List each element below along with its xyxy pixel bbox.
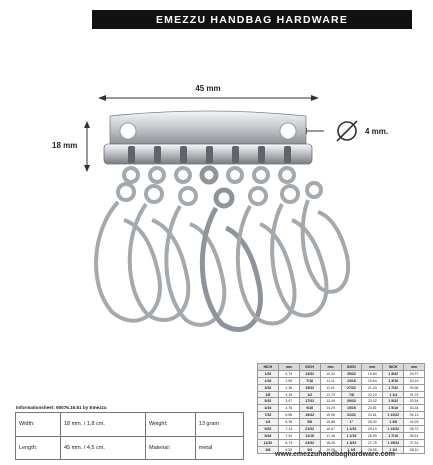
conversion-cell: 1 3/32 <box>341 439 362 446</box>
conversion-cell: 7,94 <box>278 432 299 439</box>
conversion-row <box>258 419 425 426</box>
conversion-cell: 0,79 <box>278 370 299 377</box>
conversion-header-cell: INCH <box>383 364 404 371</box>
conversion-cell: 1 7/32 <box>383 384 404 391</box>
conversion-cell: 1 9/32 <box>383 398 404 405</box>
conversion-header-cell: INCH <box>258 364 279 371</box>
conversion-row <box>258 391 425 398</box>
info-row <box>16 436 244 460</box>
conversion-cell: 5/16 <box>258 432 279 439</box>
conversion-cell: 1 7/16 <box>383 432 404 439</box>
conversion-cell: 7/8 <box>341 391 362 398</box>
conversion-cell: 11/16 <box>299 432 320 439</box>
conversion-cell: 25,40 <box>362 419 383 426</box>
key-hooks <box>96 168 348 330</box>
width-dimension <box>98 84 319 101</box>
conversion-cell: 26,19 <box>362 426 383 433</box>
conversion-cell: 33,34 <box>404 405 425 412</box>
conversion-cell: 3/8 <box>258 446 279 453</box>
conversion-cell: 14,29 <box>320 405 341 412</box>
conversion-cell: 1/8 <box>258 391 279 398</box>
product-illustration <box>0 30 433 360</box>
conversion-cell: 1,59 <box>278 377 299 384</box>
conversion-cell: 1/2 <box>299 391 320 398</box>
conversion-cell: 3/16 <box>258 405 279 412</box>
conversion-table <box>257 363 425 454</box>
conversion-cell: 3/32 <box>258 384 279 391</box>
conversion-header-cell: mm <box>362 364 383 371</box>
conversion-cell: 21/32 <box>299 426 320 433</box>
brand-banner <box>92 10 412 29</box>
conversion-cell: 23/32 <box>299 439 320 446</box>
conversion-cell: 13/32 <box>299 370 320 377</box>
conversion-cell: 1/16 <box>258 377 279 384</box>
conversion-cell: 17,46 <box>320 432 341 439</box>
conversion-row <box>258 377 425 384</box>
conversion-cell: 38,10 <box>404 446 425 453</box>
hole-label: 4 mm. <box>365 127 389 136</box>
conversion-cell: 23,02 <box>362 398 383 405</box>
length-key: Length: <box>16 436 61 460</box>
conversion-cell: 1 13/32 <box>383 426 404 433</box>
conversion-cell: 9/32 <box>258 426 279 433</box>
info-table <box>15 412 244 460</box>
conversion-cell: 28,58 <box>362 446 383 453</box>
conversion-cell: 7/16 <box>299 377 320 384</box>
conversion-cell: 11/32 <box>258 439 279 446</box>
conversion-row <box>258 426 425 433</box>
conversion-cell: 31/32 <box>341 412 362 419</box>
width-key: Width: <box>16 413 61 437</box>
height-label: 18 mm <box>52 141 78 150</box>
conversion-cell: 4,76 <box>278 405 299 412</box>
conversion-cell: 25/32 <box>341 370 362 377</box>
conversion-cell: 26,99 <box>362 432 383 439</box>
conversion-cell: 30,96 <box>404 384 425 391</box>
conversion-cell: 35,72 <box>404 426 425 433</box>
conversion-cell: 1 15/32 <box>383 439 404 446</box>
conversion-cell: 7,14 <box>278 426 299 433</box>
conversion-cell: 16,67 <box>320 426 341 433</box>
conversion-cell: 8,73 <box>278 439 299 446</box>
conversion-header-cell: mm <box>278 364 299 371</box>
conversion-cell: 10,32 <box>320 370 341 377</box>
conversion-cell: 27/32 <box>341 384 362 391</box>
conversion-cell: 3,18 <box>278 391 299 398</box>
conversion-cell: 15/16 <box>341 405 362 412</box>
conversion-cell: 23,81 <box>362 405 383 412</box>
conversion-cell: 1 1/16 <box>341 432 362 439</box>
key-plate <box>104 111 312 164</box>
conversion-row <box>258 398 425 405</box>
conversion-cell: 29,37 <box>404 370 425 377</box>
conversion-cell: 24,61 <box>362 412 383 419</box>
conversion-cell: 5/8 <box>299 419 320 426</box>
conversion-row <box>258 384 425 391</box>
conversion-cell: 20,64 <box>362 377 383 384</box>
conversion-cell: 12,70 <box>320 391 341 398</box>
conversion-cell: 37,31 <box>404 439 425 446</box>
conversion-header-cell: mm <box>320 364 341 371</box>
conversion-cell: 5/32 <box>258 398 279 405</box>
conversion-cell: 11,11 <box>320 377 341 384</box>
hook-3 <box>166 168 224 325</box>
conversion-cell: 1 1/32 <box>341 426 362 433</box>
conversion-row <box>258 432 425 439</box>
conversion-cell: 9,53 <box>278 446 299 453</box>
width-value: 18 mm. / 1,8 cm. <box>60 413 145 437</box>
conversion-cell: 15,08 <box>320 412 341 419</box>
conversion-cell: 3,97 <box>278 398 299 405</box>
conversion-header-cell: INCH <box>299 364 320 371</box>
conversion-cell: 11,91 <box>320 384 341 391</box>
conversion-cell: 1 1/4 <box>383 391 404 398</box>
conversion-row <box>258 370 425 377</box>
conversion-cell: 1 1/8 <box>341 446 362 453</box>
conversion-row <box>258 439 425 446</box>
conversion-cell: 22,23 <box>362 391 383 398</box>
conversion-row <box>258 412 425 419</box>
height-dimension <box>52 121 90 172</box>
conversion-cell: 34,13 <box>404 412 425 419</box>
conversion-cell: 32,54 <box>404 398 425 405</box>
weight-key: Weight: <box>145 413 195 437</box>
conversion-cell: 30,16 <box>404 377 425 384</box>
length-value: 45 mm. / 4,5 cm. <box>60 436 145 460</box>
weight-value: 13 gram <box>195 413 243 437</box>
conversion-cell: 19,05 <box>320 446 341 453</box>
conversion-cell: 21,43 <box>362 384 383 391</box>
conversion-header-cell: INCH <box>341 364 362 371</box>
info-title: Informationsheet: 60076.16.61 by Emezzu <box>16 405 107 410</box>
conversion-cell: 13/16 <box>341 377 362 384</box>
width-label: 45 mm <box>195 84 221 93</box>
conversion-cell: 15/32 <box>299 384 320 391</box>
conversion-cell: 19,84 <box>362 370 383 377</box>
conversion-cell: 1/4 <box>258 419 279 426</box>
conversion-cell: 1" <box>341 419 362 426</box>
conversion-cell: 18,26 <box>320 439 341 446</box>
conversion-cell: 1 5/32 <box>383 370 404 377</box>
hook-1 <box>96 168 160 321</box>
website-url: www.emezzuhandbaghardware.com <box>275 451 395 458</box>
conversion-cell: 1 11/32 <box>383 412 404 419</box>
conversion-cell: 17/32 <box>299 398 320 405</box>
conversion-cell: 13,49 <box>320 398 341 405</box>
info-row <box>16 413 244 437</box>
conversion-cell: 31,75 <box>404 391 425 398</box>
conversion-header-row <box>258 364 425 371</box>
conversion-cell: 1 1/2 <box>383 446 404 453</box>
conversion-cell: 27,78 <box>362 439 383 446</box>
banner-title: EMEZZU HANDBAG HARDWARE <box>155 13 349 26</box>
conversion-cell: 3/4 <box>299 446 320 453</box>
conversion-cell: 1 3/16 <box>383 377 404 384</box>
conversion-header-cell: mm <box>404 364 425 371</box>
conversion-cell: 5,56 <box>278 412 299 419</box>
conversion-cell: 36,51 <box>404 432 425 439</box>
conversion-cell: 6,35 <box>278 419 299 426</box>
material-key: Material: <box>145 436 195 460</box>
conversion-cell: 19/32 <box>299 412 320 419</box>
material-value: metal <box>195 436 243 460</box>
conversion-cell: 29/32 <box>341 398 362 405</box>
conversion-cell: 15,88 <box>320 419 341 426</box>
conversion-cell: 2,38 <box>278 384 299 391</box>
conversion-cell: 7/32 <box>258 412 279 419</box>
conversion-row <box>258 405 425 412</box>
conversion-cell: 1 5/16 <box>383 405 404 412</box>
conversion-cell: 34,93 <box>404 419 425 426</box>
conversion-cell: 1 3/8 <box>383 419 404 426</box>
conversion-cell: 9/16 <box>299 405 320 412</box>
conversion-cell: 1/32 <box>258 370 279 377</box>
hole-dimension <box>300 121 388 141</box>
